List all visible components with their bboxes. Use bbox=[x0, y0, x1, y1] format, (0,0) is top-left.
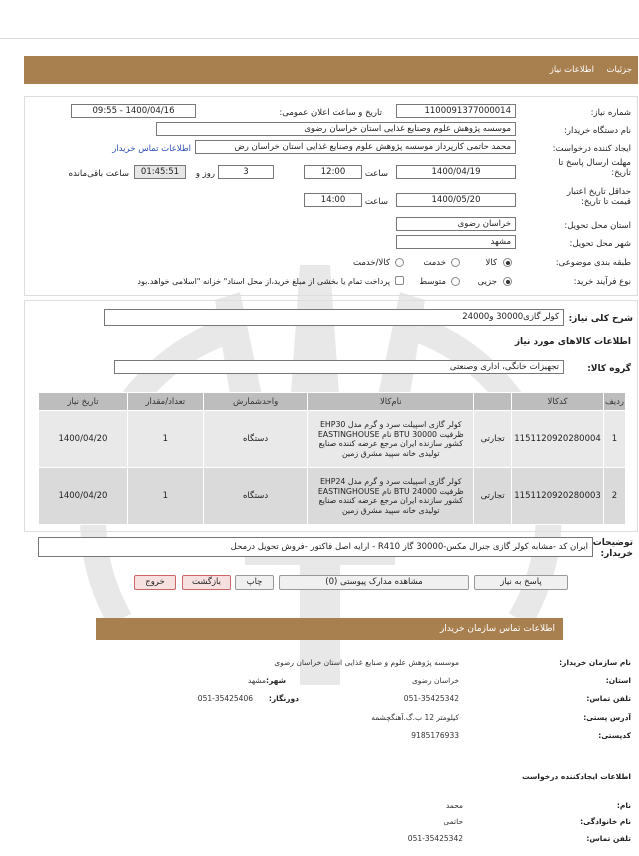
need-number-label: شماره نیاز: bbox=[590, 108, 631, 118]
category-goods-label: کالا bbox=[485, 258, 497, 268]
tab-need-info[interactable]: اطلاعات نیاز bbox=[549, 65, 594, 75]
category-label: طبقه بندی موضوعی: bbox=[555, 258, 631, 268]
tab-details[interactable]: جزئیات bbox=[606, 65, 632, 75]
cell-code: 1151120920280003 bbox=[512, 468, 604, 525]
days-label: روز و bbox=[195, 169, 215, 179]
creator-family-value: حاتمی bbox=[443, 817, 463, 826]
contact-fax-label: دورنگار: bbox=[268, 694, 299, 703]
contact-province-value: خراسان رضوی bbox=[411, 676, 459, 685]
attachments-button[interactable]: مشاهده مدارک پیوستی (0) bbox=[279, 575, 469, 590]
exit-button[interactable]: خروج bbox=[134, 575, 176, 590]
city-field: مشهد bbox=[396, 235, 516, 249]
treasury-payment-checkbox[interactable] bbox=[395, 276, 404, 285]
cell-qty: 1 bbox=[127, 468, 203, 525]
contact-city-value: مشهد bbox=[247, 676, 266, 685]
announce-date-field: 1400/04/16 - 09:55 bbox=[71, 104, 196, 118]
process-label: نوع فرآیند خرید: bbox=[573, 277, 631, 287]
buyer-org-field: موسسه پژوهش علوم وصنایع غذایی استان خراسان رضوی bbox=[156, 122, 516, 136]
reply-time-field: 12:00 bbox=[304, 165, 362, 179]
treasury-payment-note: پرداخت تمام یا بخشی از مبلغ خرید،از محل اسناد" خزانه "اسلامی خواهد.بود bbox=[137, 277, 390, 286]
cell-unit: دستگاه bbox=[203, 411, 308, 468]
reply-button[interactable]: پاسخ به نیاز bbox=[474, 575, 568, 590]
remaining-time-field: 01:45:51 bbox=[134, 165, 186, 179]
days-field: 3 bbox=[218, 165, 274, 179]
print-button[interactable]: چاپ bbox=[235, 575, 274, 590]
table-row bbox=[39, 411, 626, 468]
process-partial-label: جزیی bbox=[477, 277, 497, 287]
creator-phone-label: تلفن تماس: bbox=[586, 834, 631, 843]
cell-kind: تجارتی bbox=[474, 468, 512, 525]
cell-index: 2 bbox=[604, 468, 626, 525]
org-name-label: نام سازمان خریدار: bbox=[559, 658, 631, 667]
contact-address-label: آدرس پستی: bbox=[583, 713, 631, 722]
goods-group-field: تجهیزات خانگی، اداری وصنعتی bbox=[114, 360, 564, 374]
creator-name-label: نام: bbox=[616, 801, 631, 810]
contact-province-label: استان: bbox=[605, 676, 631, 685]
cell-date: 1400/04/20 bbox=[39, 411, 128, 468]
col-date: تاریخ نیاز bbox=[39, 393, 128, 411]
category-goods-service-radio[interactable] bbox=[395, 258, 404, 267]
contact-postal-value: 9185176933 bbox=[411, 731, 459, 740]
goods-group-label: گروه کالا: bbox=[587, 364, 631, 374]
contact-city-label: شهر: bbox=[266, 676, 286, 685]
creator-info-title: اطلاعات ایجادکننده درخواست bbox=[522, 772, 631, 781]
cell-kind: تجارتی bbox=[474, 411, 512, 468]
province-label: استان محل تحویل: bbox=[564, 221, 631, 231]
category-goods-radio[interactable] bbox=[503, 258, 512, 267]
need-desc-field: کولر گازی30000 و24000 bbox=[104, 309, 564, 326]
buyer-org-label: نام دستگاه خریدار: bbox=[564, 126, 631, 136]
col-index: ردیف bbox=[604, 393, 626, 411]
contact-title-bar: اطلاعات تماس سازمان خریدار bbox=[96, 618, 563, 640]
table-row bbox=[39, 468, 626, 525]
col-unit: واحدشمارش bbox=[203, 393, 308, 411]
reply-time-label: ساعت bbox=[364, 169, 388, 179]
process-medium-radio[interactable] bbox=[451, 277, 460, 286]
contact-address-value: کیلومتر 12 ب.گ.آهنگچشمه bbox=[371, 713, 459, 722]
need-number-field: 1100091377000014 bbox=[396, 104, 516, 118]
province-field: خراسان رضوی bbox=[396, 217, 516, 231]
category-goods-service-label: کالا/خدمت bbox=[353, 258, 390, 268]
reply-date-field: 1400/04/19 bbox=[396, 165, 516, 179]
cell-unit: دستگاه bbox=[203, 468, 308, 525]
creator-phone-value: 051-35425342 bbox=[407, 834, 463, 843]
creator-name-value: محمد bbox=[445, 801, 463, 810]
creator-label: ایجاد کننده درخواست: bbox=[552, 144, 631, 154]
cell-code: 1151120920280004 bbox=[512, 411, 604, 468]
remaining-label: ساعت باقی‌مانده bbox=[68, 169, 129, 179]
city-label: شهر محل تحویل: bbox=[569, 239, 631, 249]
cell-name: کولر گازی اسپیلت سرد و گرم مدل EHP30 ظرفیت 30000 BTU نام EASTINGHOUSE کشور سازنده ایران مرجع عرضه کننده صنایع تولیدی خانه سپید مشرق زمین bbox=[308, 411, 474, 468]
buyer-notes-label: توضیحات خریدار: bbox=[592, 538, 633, 559]
contact-phone-value: 051-35425342 bbox=[403, 694, 459, 703]
validity-time-field: 14:00 bbox=[304, 193, 362, 207]
col-code: کدکالا bbox=[512, 393, 604, 411]
contact-phone-label: تلفن تماس: bbox=[586, 694, 631, 703]
creator-family-label: نام خانوادگی: bbox=[580, 817, 631, 826]
col-qty: تعداد/مقدار bbox=[127, 393, 203, 411]
process-medium-label: متوسط bbox=[419, 277, 446, 287]
validity-date-field: 1400/05/20 bbox=[396, 193, 516, 207]
col-kind bbox=[474, 393, 512, 411]
goods-table bbox=[38, 392, 626, 525]
announce-date-label: تاریخ و ساعت اعلان عمومی: bbox=[279, 108, 382, 118]
reply-deadline-label: مهلت ارسال پاسخ تا تاریخ: bbox=[558, 158, 631, 178]
process-partial-radio[interactable] bbox=[503, 277, 512, 286]
cell-date: 1400/04/20 bbox=[39, 468, 128, 525]
goods-info-title: اطلاعات کالاهای مورد نیاز bbox=[514, 337, 631, 347]
price-validity-label: حداقل تاریخ اعتبار قیمت تا تاریخ: bbox=[566, 187, 631, 207]
org-name-value: موسسه پژوهش علوم و صنایع غذایی استان خراسان رضوی bbox=[274, 658, 459, 667]
cell-name: کولر گازی اسپیلت سرد و گرم مدل EHP24 ظرفیت 24000 BTU نام EASTINGHOUSE کشور سازنده ایران مرجع عرضه کننده صنایع تولیدی خانه سپید مشرق زمین bbox=[308, 468, 474, 525]
contact-fax-value: 051-35425406 bbox=[197, 694, 253, 703]
col-name: نام‌کالا bbox=[308, 393, 474, 411]
category-service-radio[interactable] bbox=[451, 258, 460, 267]
top-tab-bar bbox=[24, 56, 638, 84]
cell-qty: 1 bbox=[127, 411, 203, 468]
validity-time-label: ساعت bbox=[364, 197, 388, 207]
buyer-contact-link[interactable]: اطلاعات تماس خریدار bbox=[112, 144, 191, 154]
category-service-label: خدمت bbox=[423, 258, 446, 268]
buyer-notes-field: ایران کد -مشابه کولر گازی جنرال مکس-30000 گاز R410 - ارایه اصل فاکتور -فروش تحویل درمحل bbox=[38, 537, 593, 557]
cell-index: 1 bbox=[604, 411, 626, 468]
creator-field: محمد حاتمی کارپرداز موسسه پژوهش علوم وصنایع غذایی استان خراسان رض bbox=[195, 140, 516, 154]
contact-postal-label: کدپستی: bbox=[598, 731, 631, 740]
back-button[interactable]: بازگشت bbox=[182, 575, 231, 590]
need-desc-label: شرح کلی نیاز: bbox=[568, 314, 633, 324]
